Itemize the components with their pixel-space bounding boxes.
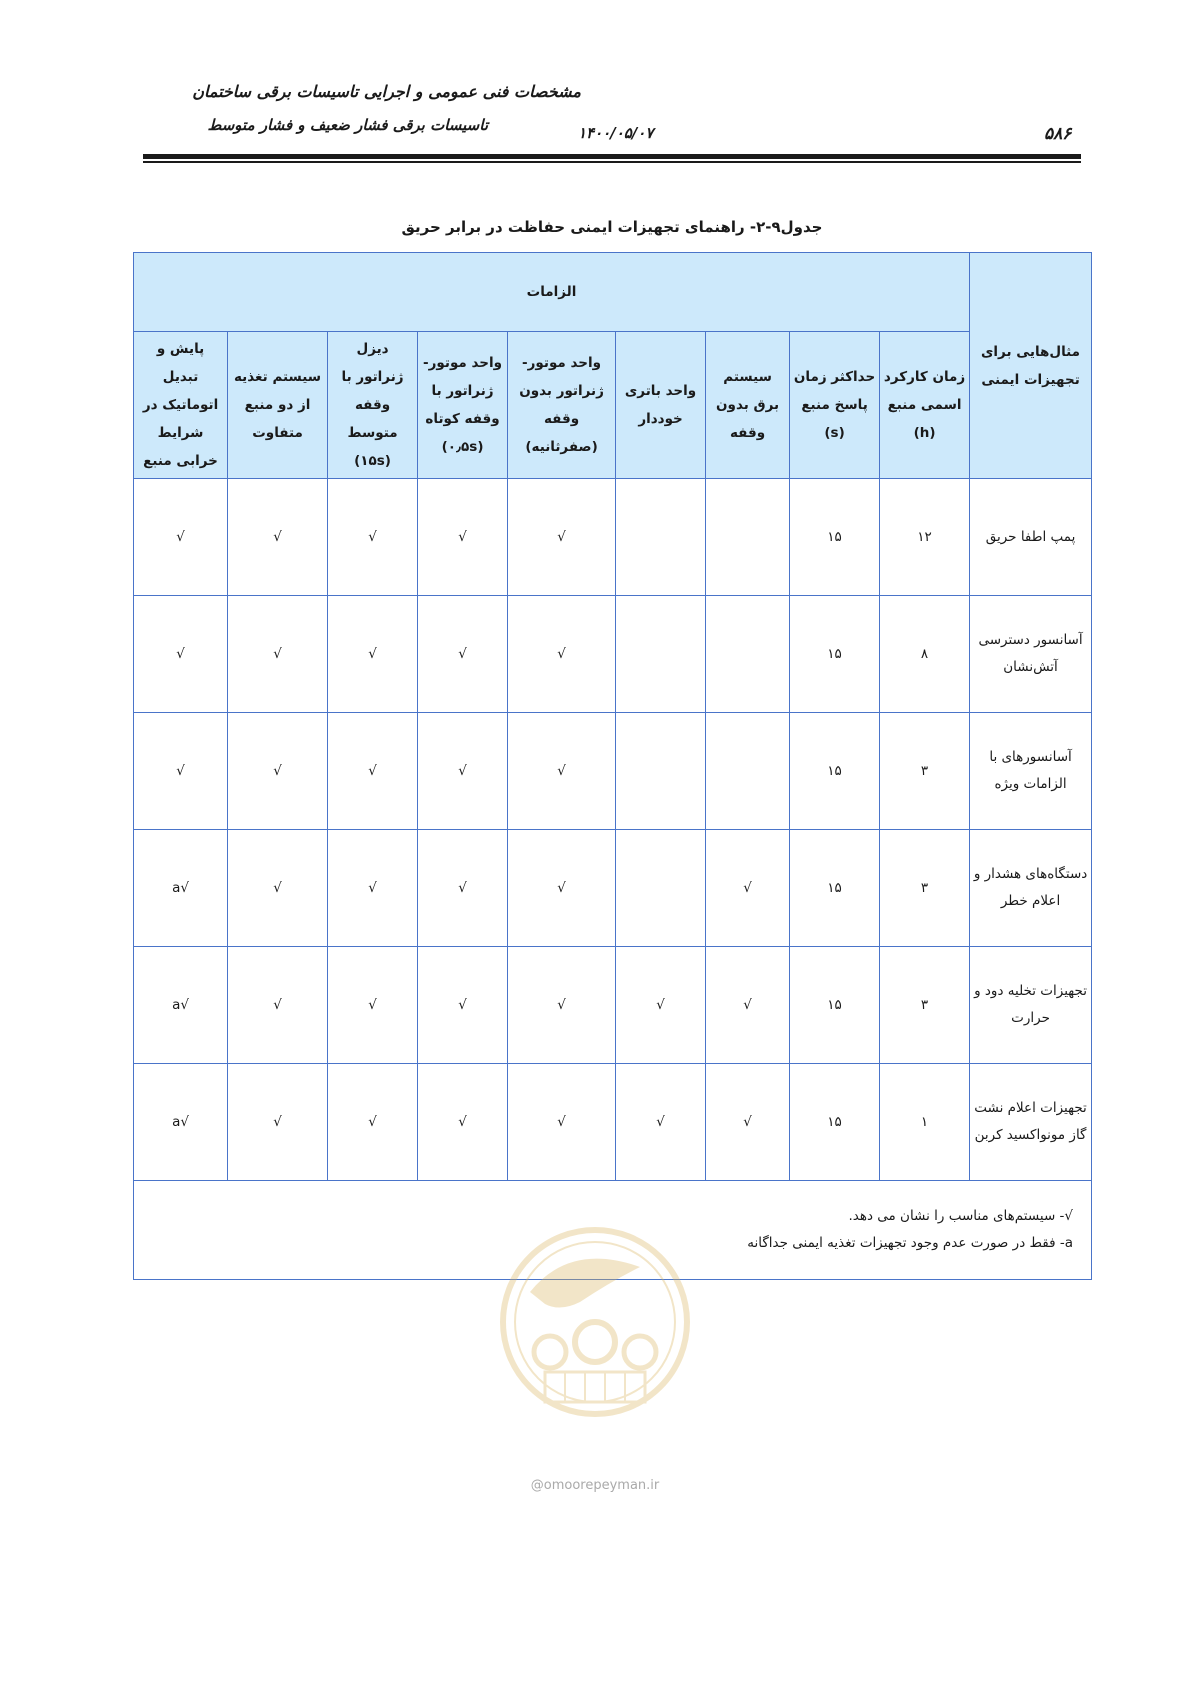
table-cell [616, 713, 706, 830]
table-cell [706, 479, 790, 596]
table-cell: √ [228, 713, 328, 830]
table-cell: √ [328, 947, 418, 1064]
table-row [134, 830, 1092, 947]
table-row [134, 596, 1092, 713]
column-header-dual-supply: سیستم تغذیه از دو منبع متفاوت [228, 332, 328, 479]
row-example-label: آسانسور دسترسی آتش‌نشان [970, 596, 1092, 713]
table-cell: √ [508, 713, 616, 830]
row-example-label: پمپ اطفا حریق [970, 479, 1092, 596]
table-cell: √ [418, 596, 508, 713]
column-header-diesel-generator: دیزل ژنراتور با وقفه متوسط (۱۵s) [328, 332, 418, 479]
header-row-sub [134, 332, 1092, 479]
document-subtitle: تاسیسات برقی فشار ضعیف و فشار متوسط [207, 116, 488, 134]
table-row [134, 479, 1092, 596]
table-cell: ۱۵ [790, 479, 880, 596]
watermark-logo-icon [490, 1212, 700, 1472]
watermark-text: @omoorepeyman.ir [530, 1478, 660, 1493]
column-header-ups: سیستم برق بدون وقفه [706, 332, 790, 479]
table-row [134, 947, 1092, 1064]
table-cell: √ [508, 1064, 616, 1181]
table-cell: √ [508, 596, 616, 713]
header-rule-thick [143, 154, 1081, 159]
row-example-label: تجهیزات اعلام نشت گاز مونواکسید کربن [970, 1064, 1092, 1181]
table-cell: ۱۵ [790, 596, 880, 713]
table-cell: √ [616, 1064, 706, 1181]
table-cell [616, 479, 706, 596]
header-examples: مثال‌هایی برای تجهیزات ایمنی [970, 253, 1092, 479]
table-cell: ۳ [880, 947, 970, 1064]
column-header-response-time: حداکثر زمان پاسخ منبع (s) [790, 332, 880, 479]
table-cell: √ [418, 947, 508, 1064]
table-row [134, 1064, 1092, 1181]
table-cell [616, 830, 706, 947]
row-example-label: تجهیزات تخلیه دود و حرارت [970, 947, 1092, 1064]
table-cell: √ [418, 1064, 508, 1181]
table-cell: √ [134, 479, 228, 596]
table-cell: √ [706, 830, 790, 947]
table-cell: ۱۲ [880, 479, 970, 596]
table-cell: ۱۵ [790, 1064, 880, 1181]
note-checkmark: √- سیستم‌های مناسب را نشان می دهد. [848, 1208, 1074, 1224]
table-cell: √ [508, 947, 616, 1064]
table-cell: ۱۵ [790, 830, 880, 947]
table-cell: ۸ [880, 596, 970, 713]
table-row [134, 713, 1092, 830]
column-header-short-break-generator: واحد موتور- ژنراتور با وقفه کوتاه (۰٫۵s) [418, 332, 508, 479]
table-cell: √a [134, 947, 228, 1064]
row-example-label: آسانسورهای با الزامات ویژه [970, 713, 1092, 830]
page-number: ۵۸۶ [1044, 124, 1072, 144]
table-cell: √a [134, 1064, 228, 1181]
table-cell: √ [228, 479, 328, 596]
table-cell: √ [418, 713, 508, 830]
column-header-auto-transfer: پایش و تبدیل اتوماتیک در شرایط خرابی منبع [134, 332, 228, 479]
table-cell: √ [228, 596, 328, 713]
table-cell: √ [508, 830, 616, 947]
table-cell: √ [616, 947, 706, 1064]
document-date: ۱۴۰۰/۰۵/۰۷ [578, 124, 654, 142]
table-cell: √ [228, 947, 328, 1064]
note-a: a- فقط در صورت عدم وجود تجهیزات تغذیه ایمنی جداگانه [747, 1235, 1074, 1251]
table-cell: √ [328, 596, 418, 713]
table-cell: √a [134, 830, 228, 947]
table-cell: ۳ [880, 830, 970, 947]
header-requirements: الزامات [134, 253, 970, 332]
header-rule-thin [143, 161, 1081, 163]
column-header-no-break-generator: واحد موتور- ژنراتور بدون وقفه (صفرثانیه) [508, 332, 616, 479]
table-cell [706, 596, 790, 713]
table-caption: جدول۹-۲- راهنمای تجهیزات ایمنی حفاظت در برابر حریق [401, 218, 823, 236]
table-cell: √ [418, 479, 508, 596]
table-cell [616, 596, 706, 713]
document-title: مشخصات فنی عمومی و اجرایی تاسیسات برقی ساختمان [192, 82, 581, 101]
table-cell: √ [508, 479, 616, 596]
table-cell: √ [228, 830, 328, 947]
table-cell: √ [418, 830, 508, 947]
table-cell: ۳ [880, 713, 970, 830]
table-cell: ۱۵ [790, 947, 880, 1064]
table-cell: √ [134, 596, 228, 713]
table-cell: √ [328, 1064, 418, 1181]
table-cell: √ [328, 830, 418, 947]
safety-equipment-table [133, 252, 1092, 1280]
table-cell: √ [328, 713, 418, 830]
table-cell: √ [706, 947, 790, 1064]
table-cell: √ [706, 1064, 790, 1181]
column-header-operating-time: زمان کارکرد اسمی منبع (h) [880, 332, 970, 479]
column-header-battery-unit: واحد باتری خوددار [616, 332, 706, 479]
table-cell: √ [228, 1064, 328, 1181]
header-row-top [134, 253, 1092, 332]
table-cell: √ [328, 479, 418, 596]
table-cell: ۱۵ [790, 713, 880, 830]
table-cell [706, 713, 790, 830]
table-cell: √ [134, 713, 228, 830]
table-cell: ۱ [880, 1064, 970, 1181]
row-example-label: دستگاه‌های هشدار و اعلام خطر [970, 830, 1092, 947]
